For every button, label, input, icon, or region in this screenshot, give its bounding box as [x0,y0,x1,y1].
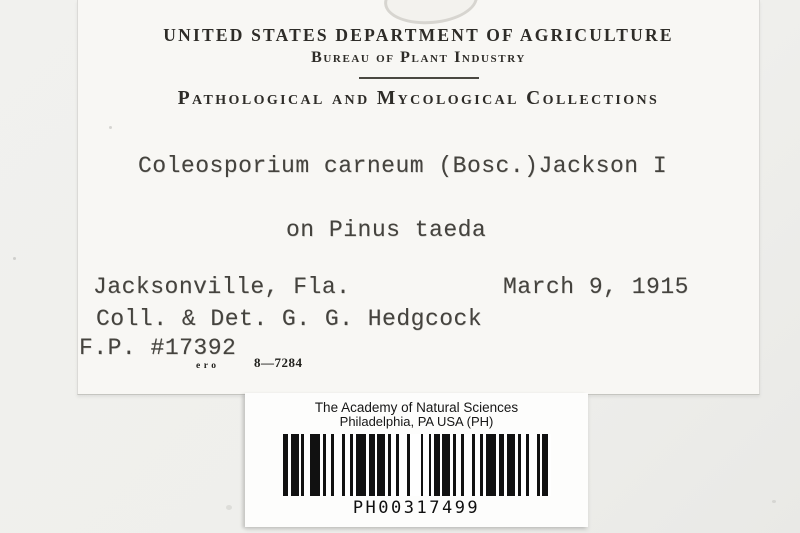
institution-location: Philadelphia, PA USA (PH) [339,414,494,429]
barcode-graphic [283,434,551,496]
dust-speck [226,505,232,510]
collector-line: Coll. & Det. G. G. Hedgcock [96,306,483,332]
bureau-subtitle: Bureau of Plant Industry [311,49,526,66]
dust-speck [772,500,776,503]
barcode-number: PH00317499 [352,498,481,518]
herbarium-barcode-sticker [245,393,588,527]
form-number: 8—7284 [254,355,303,370]
printer-mark: ero [196,361,220,371]
accession-number: F.P. #17392 [79,335,237,361]
host-plant: on Pinus taeda [286,217,487,243]
species-name: Coleosporium carneum (Bosc.)Jackson I [138,153,668,179]
collection-date: March 9, 1915 [503,274,689,300]
dust-speck [13,257,16,260]
divider-rule [359,77,479,79]
dust-speck [109,126,112,129]
collection-title: Pathological and Mycological Collections [177,88,660,109]
institution-name: The Academy of Natural Sciences [314,400,519,415]
department-title: UNITED STATES DEPARTMENT OF AGRICULTURE [163,25,674,45]
collection-locality: Jacksonville, Fla. [93,274,351,300]
specimen-label-card [77,0,760,395]
